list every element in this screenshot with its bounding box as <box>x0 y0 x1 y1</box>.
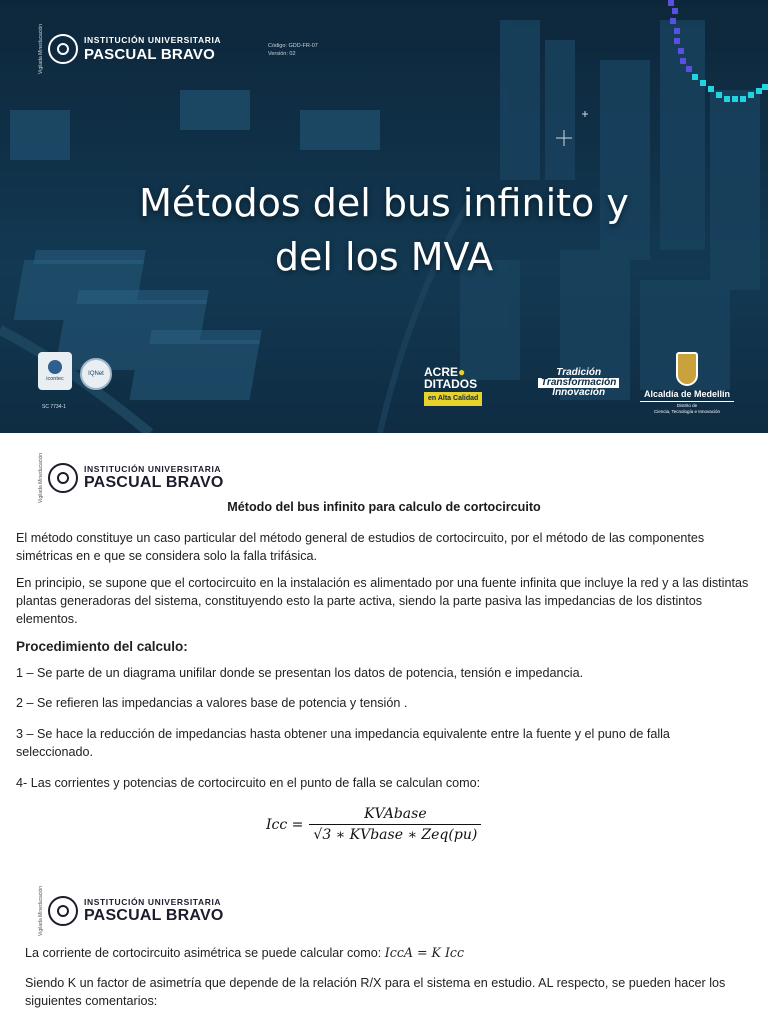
institution-seal-icon <box>48 463 78 493</box>
asymmetric-formula: IccA = K Icc <box>384 945 465 960</box>
alcaldia-name: Alcaldía de Medellín <box>643 389 731 399</box>
icontec-icon <box>48 360 62 374</box>
institution-seal-icon <box>48 896 78 926</box>
alcaldia-sub1: Distrito de <box>676 403 698 408</box>
asymmetric-current-line <box>25 944 464 962</box>
trad-line3: Innovación <box>552 387 606 398</box>
step-4: 4- Las corrientes y potencias de cortocircuito en el punto de falla se calculan como: <box>16 776 481 790</box>
logo-line1: INSTITUCIÓN UNIVERSITARIA <box>84 896 222 907</box>
asymmetry-factor-paragraph: Siendo K un factor de asimetría que depende de la relación R/X para el sistema en estudio. AL respecto, se pueden hacer los siguientes comentarios: <box>25 976 726 1008</box>
acreditados-logo <box>424 366 482 406</box>
iqnet-badge <box>80 358 112 390</box>
section-heading: Método del bus infinito para calculo de cortocircuito <box>227 500 541 514</box>
asymmetric-text: La corriente de cortocircuito asimétrica se puede calcular como: <box>25 946 385 960</box>
formula-numerator: KVAbase <box>364 806 427 822</box>
document-code <box>268 42 318 58</box>
step-1: 1 – Se parte de un diagrama unifilar donde se presentan los datos de potencia, tensión e impedancia. <box>16 666 584 680</box>
paragraph-1: El método constituye un caso particular del método general de estudios de cortocircuito, por el método de las componentes simétricas en e que se considera solo la falla trifásica. <box>16 531 705 563</box>
iqnet-label: IQNet <box>88 371 104 377</box>
location-pin-icon: ● <box>458 365 466 379</box>
cover-title-line1: Métodos del bus infinito y <box>139 181 629 225</box>
logo-side-text: Vigilada Mineducación <box>38 24 44 74</box>
medellin-shield-icon <box>676 352 698 386</box>
corner-pixel-decoration <box>668 0 768 110</box>
paragraph-2: En principio, se supone que el cortocircuito en la instalación es alimentado por una fuente infinita que incluye la red y a las distintas plantas generadoras del sistema, constituyendo esto la parte activa, siendo la parte pasiva las impedancias de los distintos elementos. <box>16 576 749 626</box>
step-3: 3 – Se hace la reducción de impedancias hasta obtener una impedancia equivalente entre la fuente y el puno de falla seleccionado. <box>16 727 670 759</box>
formula-fraction <box>309 806 481 843</box>
logo-line2: PASCUAL BRAVO <box>84 45 215 63</box>
sc-code: SC 7734-1 <box>42 404 66 410</box>
cover-title <box>0 176 768 284</box>
alcaldia-subtitle <box>640 401 734 415</box>
logo-line2: PASCUAL BRAVO <box>84 474 224 492</box>
slide2-logo <box>38 453 224 503</box>
acre-line2: DITADOS <box>424 377 478 391</box>
institution-logo <box>38 24 221 74</box>
trad-line2: Transformación <box>538 378 619 388</box>
institution-seal-icon <box>48 34 78 64</box>
certification-badges <box>38 352 112 390</box>
logo-side-text: Vigilada Mineducación <box>38 453 44 503</box>
icontec-label: icontec <box>46 376 64 382</box>
code-line2: Versión: 02 <box>268 51 296 57</box>
alcaldia-logo <box>640 352 734 415</box>
formula-denominator: √3 ∗ KVbase ∗ Zeq(pu) <box>309 824 481 843</box>
short-circuit-formula <box>266 806 481 843</box>
cover-title-line2: del los MVA <box>274 235 494 279</box>
acre-line1: ACRE <box>424 365 459 379</box>
cover-slide <box>0 0 768 433</box>
code-line1: Código: GDD-FR-07 <box>268 43 318 49</box>
logo-side-text: Vigilada Mineducación <box>38 886 44 936</box>
logo-line1: INSTITUCIÓN UNIVERSITARIA <box>84 463 222 474</box>
alcaldia-sub2: Ciencia, Tecnología e Innovación <box>654 409 720 414</box>
tradicion-logo <box>538 368 619 398</box>
slide3-logo <box>38 886 224 936</box>
procedure-title: Procedimiento del calculo: <box>16 639 188 654</box>
logo-line1: INSTITUCIÓN UNIVERSITARIA <box>84 35 222 46</box>
trad-line1: Tradición <box>556 367 602 378</box>
formula-lhs: Icc = <box>266 816 304 833</box>
step-2: 2 – Se refieren las impedancias a valores base de potencia y tensión . <box>16 696 408 710</box>
logo-line2: PASCUAL BRAVO <box>84 907 224 925</box>
acre-band: en Alta Calidad <box>424 392 482 406</box>
icontec-badge <box>38 352 72 390</box>
